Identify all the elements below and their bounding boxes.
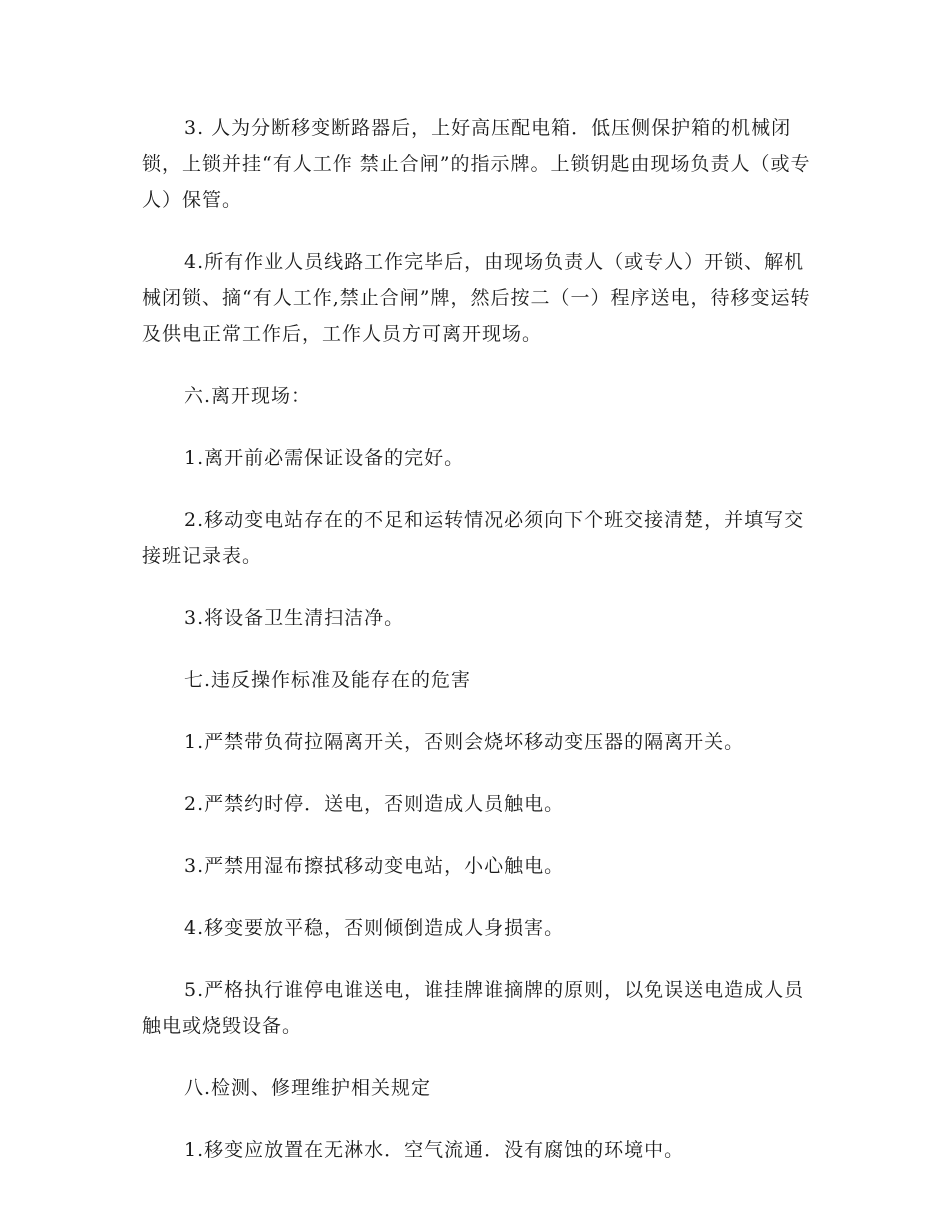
section-heading-8-maintenance: 八.检测、修理维护相关规定 (184, 1077, 432, 1099)
paragraph-leave-1: 1.离开前必需保证设备的完好。 (184, 447, 465, 469)
paragraph-hazard-3: 3.严禁用湿布擦拭移动变电站，小心触电。 (184, 855, 565, 877)
paragraph-hazard-2: 2.严禁约时停．送电，否则造成人员触电。 (184, 793, 565, 815)
section-heading-6-leave-site: 六.离开现场： (184, 385, 312, 407)
paragraph-leave-3: 3.将设备卫生清扫洁净。 (184, 607, 405, 629)
paragraph-hazard-1: 1.严禁带负荷拉隔离开关，否则会烧坏移动变压器的隔离开关。 (184, 731, 745, 753)
document-body (142, 110, 812, 1194)
paragraph-maintenance-1: 1.移变应放置在无淋水．空气流通．没有腐蚀的环境中。 (184, 1139, 685, 1161)
paragraph-hazard-5: 5.严格执行谁停电谁送电，谁挂牌谁摘牌的原则，以免误送电造成人员触电或烧毁设备。 (142, 979, 805, 1037)
paragraph-hazard-4: 4.移变要放平稳，否则倾倒造成人身损害。 (184, 917, 565, 939)
paragraph-3-lockout: 3. 人为分断移变断路器后，上好高压配电箱．低压侧保护箱的机械闭锁，上锁并挂“有人工作 禁止合闸”的指示牌。上锁钥匙由现场负责人（或专人）保管。 (142, 117, 811, 211)
section-heading-7-hazards: 七.违反操作标准及能存在的危害 (184, 669, 472, 691)
paragraph-4-restore-power: 4.所有作业人员线路工作完毕后，由现场负责人（或专人）开锁、解机械闭锁、摘“有人工作,禁止合闸”牌，然后按二（一）程序送电，待移变运转及供电正常工作后，工作人员方可离开现场。 (142, 251, 811, 345)
paragraph-leave-2: 2.移动变电站存在的不足和运转情况必须向下个班交接清楚，并填写交接班记录表。 (142, 509, 805, 567)
